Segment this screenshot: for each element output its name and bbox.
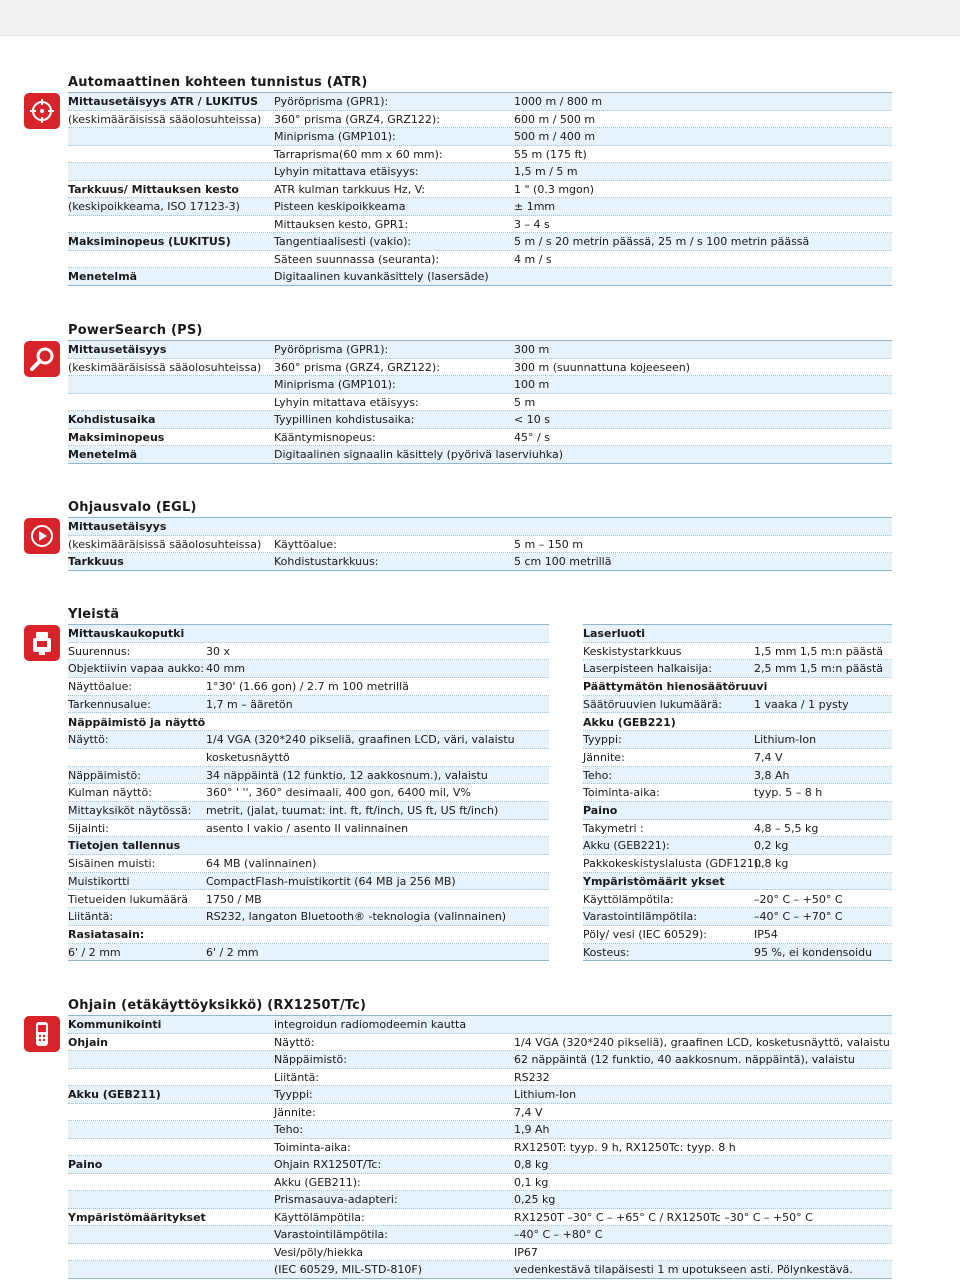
spec-row [68,1069,892,1087]
spec-parameter: Toiminta-aika: [274,1140,351,1154]
spec-value: 5 m [514,395,536,409]
spec-row [583,944,892,962]
spec-parameter: Digitaalinen signaalin käsittely (pyörivä laserviuhka) [274,448,564,461]
section-title: PowerSearch (PS) [68,323,203,338]
spec-label: Muistikortti [68,874,130,888]
spec-value: IP54 [754,927,778,941]
spec-row [68,1209,892,1227]
spec-value: 1 vaaka / 1 pysty [754,697,849,711]
spec-row [68,660,549,678]
spec-label: Päättymätön hienosäätöruuvi [583,680,768,694]
spec-parameter: (IEC 60529, MIL-STD-810F) [274,1263,423,1276]
guide-light-icon [24,518,60,554]
spec-row [68,784,549,802]
spec-row [68,1086,892,1104]
spec-parameter: Prismasauva-adapteri: [274,1193,398,1206]
spec-row [68,181,892,199]
spec-row [68,198,892,216]
spec-value: 500 m / 400 m [514,130,596,143]
spec-row [583,891,892,909]
spec-value: 0,8 kg [754,857,789,871]
spec-row [583,855,892,873]
spec-parameter: Pyöröprisma (GPR1): [274,343,389,356]
spec-row [68,1191,892,1209]
spec-parameter: Käyttölämpötila: [274,1210,365,1224]
spec-row [68,908,549,926]
spec-parameter: Pyöröprisma (GPR1): [274,95,389,108]
spec-parameter: Tarraprisma(60 mm x 60 mm): [274,147,443,161]
spec-value: 5 m – 150 m [514,537,583,551]
spec-label: Pöly/ vesi (IEC 60529): [583,927,707,941]
spec-row [583,820,892,838]
spec-row [583,837,892,855]
spec-row [583,731,892,749]
spec-label: Tietueiden lukumäärä [68,892,189,906]
spec-value: RS232, langaton Bluetooth® -teknologia (valinnainen) [206,910,507,924]
spec-label: Toiminta-aika: [583,786,660,800]
spec-parameter: Näppäimistö: [274,1053,347,1066]
spec-label: Mittauskaukoputki [68,627,185,640]
spec-parameter: 360° prisma (GRZ4, GRZ122): [274,112,440,126]
spec-value: 4,8 – 5,5 kg [754,821,819,835]
spec-row [68,625,549,643]
spec-label: Teho: [583,768,613,782]
spec-label: Mittausetäisyys ATR / LUKITUS [68,95,259,108]
spec-parameter: 360° prisma (GRZ4, GRZ122): [274,360,440,374]
spec-label: 6' / 2 mm [68,945,121,959]
spec-value: 1,5 mm 1,5 m:n päästä [754,644,884,658]
magnifier-search-icon [24,341,60,377]
spec-value: RX1250T –30° C – +65° C / RX1250Tc –30° C – +50° C [514,1210,813,1224]
spec-row [68,446,892,464]
spec-value: 6' / 2 mm [206,945,259,959]
spec-parameter: Säteen suunnassa (seuranta): [274,252,440,266]
spec-value: asento I vakio / asento II valinnainen [206,821,409,835]
spec-label: Menetelmä [68,448,138,461]
spec-label: Mittausetäisyys [68,343,167,356]
spec-value: 7,4 V [514,1105,543,1119]
spec-row [68,1226,892,1244]
spec-value: Lithium-Ion [514,1088,577,1101]
spec-row [68,93,892,111]
spec-value: 100 m [514,378,550,391]
spec-label: Paino [583,804,618,817]
spec-row [68,767,549,785]
spec-row [68,251,892,269]
spec-row [68,1051,892,1069]
remote-controller-icon [24,1016,60,1052]
spec-label: Mittayksiköt näytössä: [68,804,192,817]
spec-row [68,146,892,164]
spec-parameter: Lyhyin mitattava etäisyys: [274,395,419,409]
spec-row [68,1139,892,1157]
spec-row [583,767,892,785]
spec-row [583,625,892,643]
spec-row [68,714,549,732]
spec-value: 0,8 kg [514,1158,549,1171]
spec-label: Akku (GEB211) [68,1088,161,1101]
spec-label: Tietojen tallennus [68,839,181,853]
spec-parameter: Lyhyin mitattava etäisyys: [274,165,419,178]
spec-parameter: Akku (GEB211): [274,1175,361,1189]
spec-row [68,926,549,944]
spec-row [68,394,892,412]
spec-value: 62 näppäintä (12 funktio, 40 aakkosnum. näppäintä), valaistu [514,1053,855,1066]
total-station-icon [24,625,60,661]
spec-value: CompactFlash-muistikortit (64 MB ja 256 MB) [206,874,456,888]
spec-value: 0,25 kg [514,1193,556,1206]
spec-row [583,873,892,891]
crosshair-target-icon [24,93,60,129]
spec-row [68,518,892,536]
spec-value: 300 m [514,343,550,356]
spec-row [68,873,549,891]
spec-row [68,1016,892,1034]
spec-row [68,749,549,767]
spec-row [583,696,892,714]
spec-label: (keskimääräisissä sääolosuhteissa) [68,112,262,126]
spec-parameter: Tyypillinen kohdistusaika: [274,413,415,426]
spec-label: Rasiatasain: [68,927,145,941]
spec-row [583,714,892,732]
spec-label: Keskistystarkkuus [583,644,682,658]
spec-parameter: Vesi/pöly/hiekka [274,1245,363,1259]
spec-value: Lithium-Ion [754,733,817,747]
spec-label: Kosteus: [583,945,630,959]
spec-row [68,1244,892,1262]
spec-value: RX1250T: tyyp. 9 h, RX1250Tc: tyyp. 8 h [514,1140,736,1154]
spec-label: Kulman näyttö: [68,786,152,800]
spec-row [68,268,892,286]
spec-label: Tarkkuus/ Mittauksen kesto [68,182,239,196]
spec-parameter: Miniprisma (GMP101): [274,130,396,143]
spec-parameter: Ohjain RX1250T/Tc: [274,1158,382,1171]
spec-row [68,1261,892,1279]
spec-value: 300 m (suunnattuna kojeeseen) [514,360,690,374]
spec-parameter: Digitaalinen kuvankäsittely (lasersäde) [274,270,489,283]
spec-label: Jännite: [583,750,625,764]
spec-value: 55 m (175 ft) [514,147,587,161]
spec-value: 1,5 m / 5 m [514,165,578,178]
spec-row [68,553,892,571]
spec-value: 95 %, ei kondensoidu [754,945,873,959]
spec-row [583,926,892,944]
spec-value: 5 cm 100 metrillä [514,555,612,568]
spec-row [68,731,549,749]
spec-label: Maksiminopeus [68,430,165,444]
spec-row [68,429,892,447]
spec-parameter: Teho: [274,1123,304,1136]
spec-row [68,411,892,429]
spec-parameter: Kohdistustarkkuus: [274,555,379,568]
spec-row [68,359,892,377]
spec-row [68,643,549,661]
spec-value: 1000 m / 800 m [514,95,603,108]
spec-label: Näyttöalue: [68,680,133,694]
spec-row [68,1156,892,1174]
spec-label: Käyttölämpötila: [583,892,674,906]
section-title: Automaattinen kohteen tunnistus (ATR) [68,75,368,90]
spec-label: Liitäntä: [68,910,114,924]
spec-row [68,376,892,394]
spec-value: 1750 / MB [206,892,262,906]
spec-label: Akku (GEB221): [583,839,670,853]
spec-parameter: Mittauksen kesto, GPR1: [274,217,409,231]
spec-row [583,802,892,820]
spec-parameter: Tangentiaalisesti (vakio): [274,235,412,248]
spec-parameter: Varastointilämpötila: [274,1228,388,1241]
spec-label: (keskipoikkeama, ISO 17123-3) [68,200,240,213]
spec-label: Suurennus: [68,644,131,658]
page-top-band [0,0,960,36]
spec-value: 64 MB (valinnainen) [206,857,317,871]
spec-label: Menetelmä [68,270,138,283]
spec-value: 600 m / 500 m [514,112,596,126]
spec-label: Paino [68,1158,103,1171]
spec-value: vedenkestävä tilapäisesti 1 m upotukseen asti. Pölynkestävä. [514,1263,853,1276]
section-title: Yleistä [68,607,120,622]
spec-label: Tarkkuus [68,555,124,568]
spec-parameter: Näyttö: [274,1035,315,1049]
spec-label: Mittausetäisyys [68,520,167,533]
spec-parameter: Pisteen keskipoikkeama [274,200,406,213]
spec-row [68,678,549,696]
spec-parameter: ATR kulman tarkkuus Hz, V: [274,182,426,196]
spec-value: 2,5 mm 1,5 m:n päästä [754,662,884,676]
spec-parameter: integroidun radiomodeemin kautta [274,1018,467,1031]
spec-label: Laserpisteen halkaisija: [583,662,713,676]
spec-row [583,678,892,696]
spec-value: 30 x [206,644,231,658]
spec-label: Näppäimistö: [68,768,141,782]
spec-row [68,696,549,714]
spec-value: 1/4 VGA (320*240 pikseliä), graafinen LCD, kosketusnäyttö, valaistu [514,1035,890,1049]
spec-value: 3 – 4 s [514,217,550,231]
spec-label: Varastointilämpötila: [583,910,697,924]
spec-row [68,891,549,909]
spec-value: 4 m / s [514,252,552,266]
spec-parameter: Tyyppi: [274,1088,313,1101]
spec-row [583,660,892,678]
spec-label: Ympäristömääritykset [68,1210,206,1224]
spec-row [68,233,892,251]
spec-label: Ympäristömäärit ykset [583,874,725,888]
spec-label: Takymetri : [583,821,644,835]
spec-value: –40° C – +70° C [754,910,843,924]
spec-value: metrit, (jalat, tuumat: int. ft, ft/inch, US ft, US ft/inch) [206,804,499,817]
spec-row [68,1121,892,1139]
spec-value: 40 mm [206,662,245,676]
spec-row [68,837,549,855]
spec-row [68,341,892,359]
spec-label: Sisäinen muisti: [68,857,156,871]
spec-value: 7,4 V [754,750,783,764]
spec-label: Kommunikointi [68,1018,162,1031]
spec-label: Näyttö: [68,733,109,747]
spec-label: Tarkennusalue: [68,697,151,711]
spec-value: ± 1mm [514,200,556,213]
spec-label: Pakkokeskistyslalusta (GDF121): [583,857,762,871]
spec-row [68,820,549,838]
spec-row [583,784,892,802]
spec-row [68,855,549,873]
spec-label: Objektiivin vapaa aukko: [68,662,205,676]
spec-row [68,536,892,554]
spec-parameter: Liitäntä: [274,1070,320,1084]
spec-row [583,643,892,661]
spec-label: Kohdistusaika [68,413,156,426]
spec-row [68,1034,892,1052]
spec-parameter: Kääntymisnopeus: [274,430,376,444]
spec-row [68,111,892,129]
spec-row [583,749,892,767]
spec-row [68,163,892,181]
spec-row [68,128,892,146]
spec-label: Tyyppi: [583,733,622,747]
spec-value: 34 näppäintä (12 funktio, 12 aakkosnum.), valaistu [206,768,488,782]
spec-label: Maksiminopeus (LUKITUS) [68,235,231,248]
spec-value: 0,1 kg [514,1175,549,1189]
spec-value: –20° C – +50° C [754,892,843,906]
spec-label: Säätöruuvien lukumäärä: [583,697,722,711]
spec-value: 1/4 VGA (320*240 pikseliä, graafinen LCD, väri, valaistu [206,733,515,747]
spec-row [68,944,549,962]
section-title: Ohjausvalo (EGL) [68,500,197,515]
spec-value: RS232 [514,1070,550,1084]
spec-label: Akku (GEB221) [583,715,676,729]
spec-parameter: Miniprisma (GMP101): [274,378,396,391]
spec-label: Laserluoti [583,627,646,640]
spec-value: 1°30' (1.66 gon) / 2.7 m 100 metrillä [206,680,409,694]
spec-label: Näppäimistö ja näyttö [68,715,206,729]
spec-value: 1,9 Ah [514,1123,550,1136]
spec-label: Sijainti: [68,821,109,835]
spec-label: (keskimääräisissä sääolosuhteissa) [68,360,262,374]
spec-value: 3,8 Ah [754,768,790,782]
spec-value: 5 m / s 20 metrin päässä, 25 m / s 100 metrin päässä [514,235,810,248]
spec-parameter: Jännite: [274,1105,316,1119]
spec-label: Ohjain [68,1035,108,1049]
spec-row [68,802,549,820]
spec-value: 1,7 m – ääretön [206,697,293,711]
spec-row [68,1104,892,1122]
spec-row [68,1174,892,1192]
spec-value: 45° / s [514,430,550,444]
spec-row [68,216,892,234]
spec-value: 0,2 kg [754,839,789,853]
spec-value: IP67 [514,1245,538,1259]
spec-value: < 10 s [514,413,550,426]
spec-parameter: Käyttöalue: [274,537,337,551]
spec-value: tyyp. 5 – 8 h [754,786,823,800]
spec-value: –40° C – +80° C [514,1228,603,1241]
spec-value: 360° ' '', 360° desimaali, 400 gon, 6400 mil, V% [206,786,471,800]
spec-value: 1 " (0.3 mgon) [514,182,595,196]
spec-label: (keskimääräisissä sääolosuhteissa) [68,537,262,551]
spec-value: kosketusnäyttö [206,750,290,764]
spec-row [583,908,892,926]
section-title: Ohjain (etäkäyttöyksikkö) (RX1250T/Tc) [68,998,367,1013]
